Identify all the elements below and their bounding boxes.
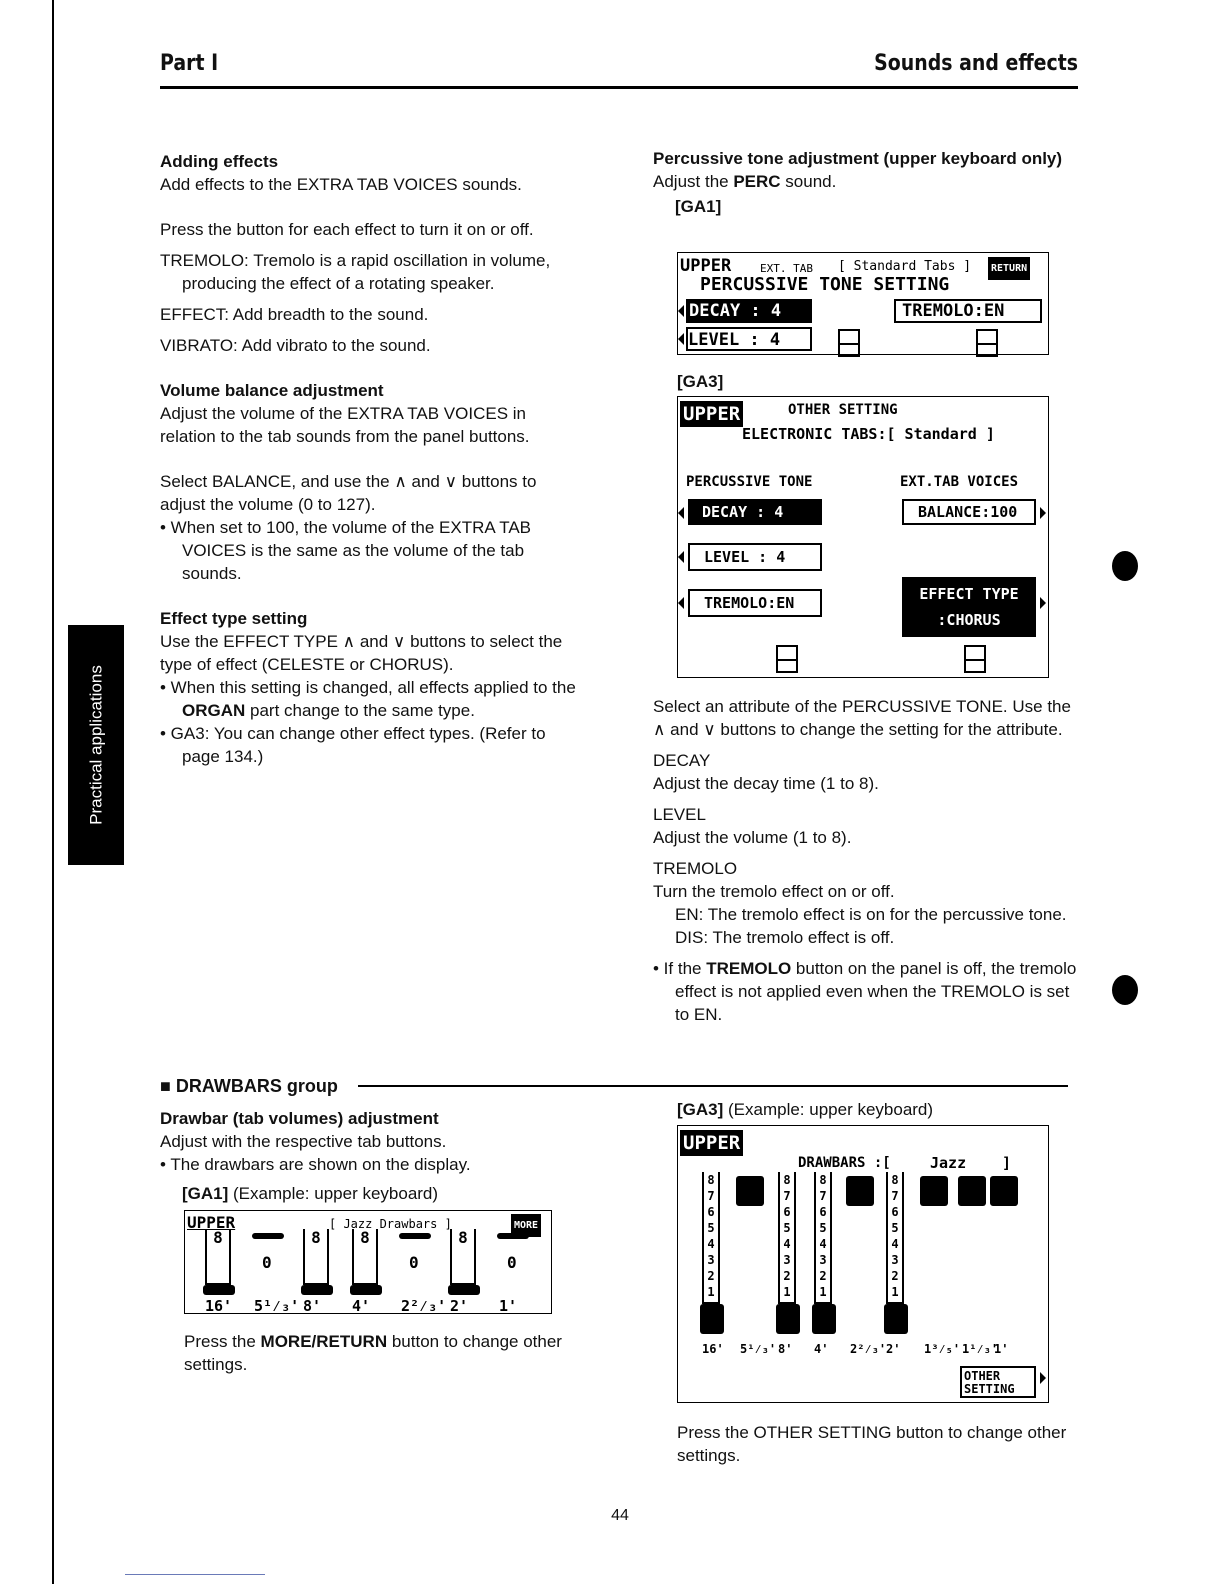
updown-icon[interactable] [776,645,798,673]
effect-type-line1: EFFECT TYPE [919,585,1019,603]
lcd-upper-label: UPPER [680,256,732,276]
vibrato-desc: VIBRATO: Add vibrato to the sound. [160,336,431,355]
drawbar-value: 8 [205,1229,231,1285]
lcd-drawbars-title: DRAWBARS :[ [798,1155,891,1171]
tremolo-desc: TREMOLO: Tremolo is a rapid oscillation in volume, producing the effect of a rotating speaker. [160,251,551,293]
level-button[interactable]: LEVEL : 4 [688,543,822,571]
drawbar-scale: 8 7 6 5 4 3 2 1 [886,1172,904,1304]
header-title: Sounds and effects [874,51,1078,76]
tremolo-heading: TREMOLO [653,859,738,878]
balance-button[interactable]: BALANCE:100 [902,499,1036,525]
right-column [653,147,1073,218]
drawbar-scale: 8 7 6 5 4 3 2 1 [778,1172,796,1304]
drawbars-press [184,1330,588,1376]
drawbar-ga3-label: [GA3] (Example: upper keyboard) [677,1100,934,1119]
updown-icon[interactable] [964,645,986,673]
drawbar-knob[interactable] [448,1285,480,1295]
lcd-upper-label: UPPER [187,1213,236,1232]
tremolo-bullet: • If the TREMOLO button on the panel is off, the tremolo effect is not applied even when the TREMOLO is set to EN. [653,959,1077,1024]
right-arrow-icon [1040,597,1046,609]
left-arrow-icon [678,551,684,563]
side-tab [68,625,124,865]
tremolo-button[interactable]: TREMOLO:EN [688,589,822,617]
left-arrow-icon [678,507,684,519]
group-rule [358,1085,1068,1087]
decay-heading: DECAY [653,751,711,770]
lcd-other-title: OTHER SETTING [788,402,898,418]
lcd-drawbars-close: ] [1002,1154,1012,1172]
decay-button[interactable]: DECAY : 4 [688,499,822,525]
drawbar-bullet: • The drawbars are shown on the display. [160,1155,471,1174]
drawbar-text: Adjust with the respective tab buttons. [160,1132,447,1151]
binder-hole [1112,551,1138,581]
drawbar-knob[interactable] [399,1233,431,1239]
lcd-ga1-drawbars [184,1210,552,1314]
right-column-text [653,695,1083,1026]
effect-type-button[interactable] [902,577,1036,637]
lcd-perc-title: PERCUSSIVE TONE SETTING [700,274,950,295]
drawbars-group-heading: ■ DRAWBARS group [160,1076,338,1096]
drawbar-foot-label: 5¹⁄₃' [254,1297,300,1315]
drawbar-knob[interactable] [252,1233,284,1239]
lcd-ga3-other [677,396,1049,678]
drawbar-foot-label: 1¹⁄₃' [962,1342,999,1356]
dis-text: DIS: The tremolo effect is off. [675,928,895,947]
volume-bullet: • When set to 100, the volume of the EXTRA TAB VOICES is the same as the volume of the tab sounds. [160,518,532,583]
lcd-tabs-line: ELECTRONIC TABS:[ Standard ] [742,425,995,443]
drawbar-heading: Drawbar (tab volumes) adjustment [160,1109,439,1128]
effect-type-line2: :CHORUS [937,611,1001,629]
level-text: Adjust the volume (1 to 8). [653,828,852,847]
drawbar-foot-label: 5¹⁄₃' [740,1342,777,1356]
adding-effects-text2: Press the button for each effect to turn it on or off. [160,220,534,239]
other-line1: OTHER [964,1369,1001,1383]
drawbar-knob[interactable] [736,1176,764,1206]
adding-effects-heading: Adding effects [160,152,279,171]
drawbar-knob[interactable] [497,1233,529,1239]
effect-type-text: Use the EFFECT TYPE ∧ and ∨ buttons to select the type of effect (CELESTE or CHORUS). [160,632,563,674]
drawbar-foot-label: 2²⁄₃' [401,1297,447,1315]
drawbar-foot-label: 1' [499,1297,518,1315]
volume-text: Adjust the volume of the EXTRA TAB VOICES in relation to the tab sounds from the panel buttons. [160,404,530,446]
lcd-std-label: [ Standard Tabs ] [838,259,972,274]
drawbar-foot-label: 1³⁄₅' [924,1342,961,1356]
drawbar-knob[interactable] [920,1176,948,1206]
tremolo-text: Turn the tremolo effect on or off. [653,882,895,901]
ga1-label: [GA1] [675,197,722,216]
header-part: Part I [160,51,219,76]
perc-text: Adjust the PERC sound. [653,172,837,191]
drawbar-scale: 8 7 6 5 4 3 2 1 [814,1172,832,1304]
lcd-ext-label: EXT. TAB [760,262,813,275]
drawbar-knob[interactable] [990,1176,1018,1206]
left-arrow-icon [678,597,684,609]
drawbar-foot-label: 8' [778,1342,793,1356]
drawbar-ga1-label: [GA1] (Example: upper keyboard) [182,1184,439,1203]
left-arrow-icon [678,305,684,317]
right-arrow-icon [1040,507,1046,519]
drawbar-knob[interactable] [203,1285,235,1295]
left-column [160,150,586,768]
drawbar-value: 8 [303,1229,329,1285]
press-other-text: Press the OTHER SETTING button to change other settings. [677,1423,1067,1465]
lcd-drawbar-name: [ Jazz Drawbars ] [329,1217,452,1231]
drawbar-knob[interactable] [776,1304,800,1334]
drawbar-knob[interactable] [846,1176,874,1206]
updown-icon[interactable] [976,329,998,357]
other-setting-button[interactable] [960,1366,1036,1398]
drawbars-left [160,1107,590,1205]
drawbar-foot-label: 1' [994,1342,1009,1356]
right-arrow-icon [1040,1372,1046,1384]
volume-heading: Volume balance adjustment [160,381,384,400]
side-tab-label: Practical applications [86,665,106,825]
drawbar-knob[interactable] [884,1304,908,1334]
drawbar-value: 0 [409,1253,419,1272]
binder-hole [1112,975,1138,1005]
drawbar-knob[interactable] [350,1285,382,1295]
more-button[interactable]: MORE [511,1214,541,1237]
adding-effects-text: Add effects to the EXTRA TAB VOICES sounds. [160,175,522,194]
left-arrow-icon [678,333,684,345]
drawbar-value: 8 [352,1229,378,1285]
updown-icon[interactable] [838,329,860,357]
drawbar-knob[interactable] [958,1176,986,1206]
drawbar-knob[interactable] [700,1304,724,1334]
header-rule [160,86,1078,89]
effect-type-bullet2: • GA3: You can change other effect types. (Refer to page 134.) [160,724,546,766]
lcd-ga1-perc [677,252,1049,355]
drawbar-value: 8 [450,1229,476,1285]
drawbar-knob[interactable] [812,1304,836,1334]
drawbar-scale: 8 7 6 5 4 3 2 1 [702,1172,720,1304]
drawbar-foot-label: 4' [814,1342,829,1356]
level-button[interactable]: LEVEL : 4 [686,327,812,351]
effect-desc: EFFECT: Add breadth to the sound. [160,305,429,324]
ga3-label: [GA3] [677,372,724,391]
perc-heading: Percussive tone adjustment (upper keyboard only) [653,149,1063,168]
effect-type-heading: Effect type setting [160,609,308,628]
tremolo-button[interactable]: TREMOLO:EN [894,299,1042,323]
decay-text: Adjust the decay time (1 to 8). [653,774,879,793]
page-number: 44 [611,1507,629,1524]
drawbar-foot-label: 2²⁄₃' [850,1342,887,1356]
drawbar-foot-label: 2' [450,1297,469,1315]
drawbar-knob[interactable] [301,1285,333,1295]
drawbar-value: 0 [507,1253,517,1272]
lcd-upper-label: UPPER [680,401,743,427]
effect-type-bullet1: • When this setting is changed, all effects applied to the ORGAN part change to the same type. [160,678,576,720]
lcd-upper-label: UPPER [680,1130,743,1156]
drawbar-value: 0 [262,1253,272,1272]
lcd-drawbars-name: Jazz [930,1154,967,1172]
press-more-text: Press the MORE/RETURN button to change other settings. [184,1332,562,1374]
drawbar-foot-label: 2' [886,1342,901,1356]
volume-text2: Select BALANCE, and use the ∧ and ∨ buttons to adjust the volume (0 to 127). [160,472,537,514]
lcd-ext-label: EXT.TAB VOICES [900,474,1019,490]
drawbar-foot-label: 16' [702,1342,724,1356]
drawbar-foot-label: 8' [303,1297,322,1315]
return-button[interactable]: RETURN [988,257,1030,280]
select-text: Select an attribute of the PERCUSSIVE TONE. Use the ∧ and ∨ buttons to change the setting for the attribute. [653,697,1071,739]
page-edge-bottom [125,1574,265,1575]
page-edge-left [52,0,54,1584]
drawbar-foot-label: 4' [352,1297,371,1315]
drawbar-foot-label: 16' [205,1297,233,1315]
decay-button[interactable]: DECAY : 4 [686,299,812,323]
lcd-perc-label: PERCUSSIVE TONE [686,474,813,490]
level-heading: LEVEL [653,805,706,824]
en-text: EN: The tremolo effect is on for the percussive tone. [675,905,1067,924]
other-line2: SETTING [964,1382,1015,1396]
lcd-ga3-drawbars [677,1125,1049,1403]
